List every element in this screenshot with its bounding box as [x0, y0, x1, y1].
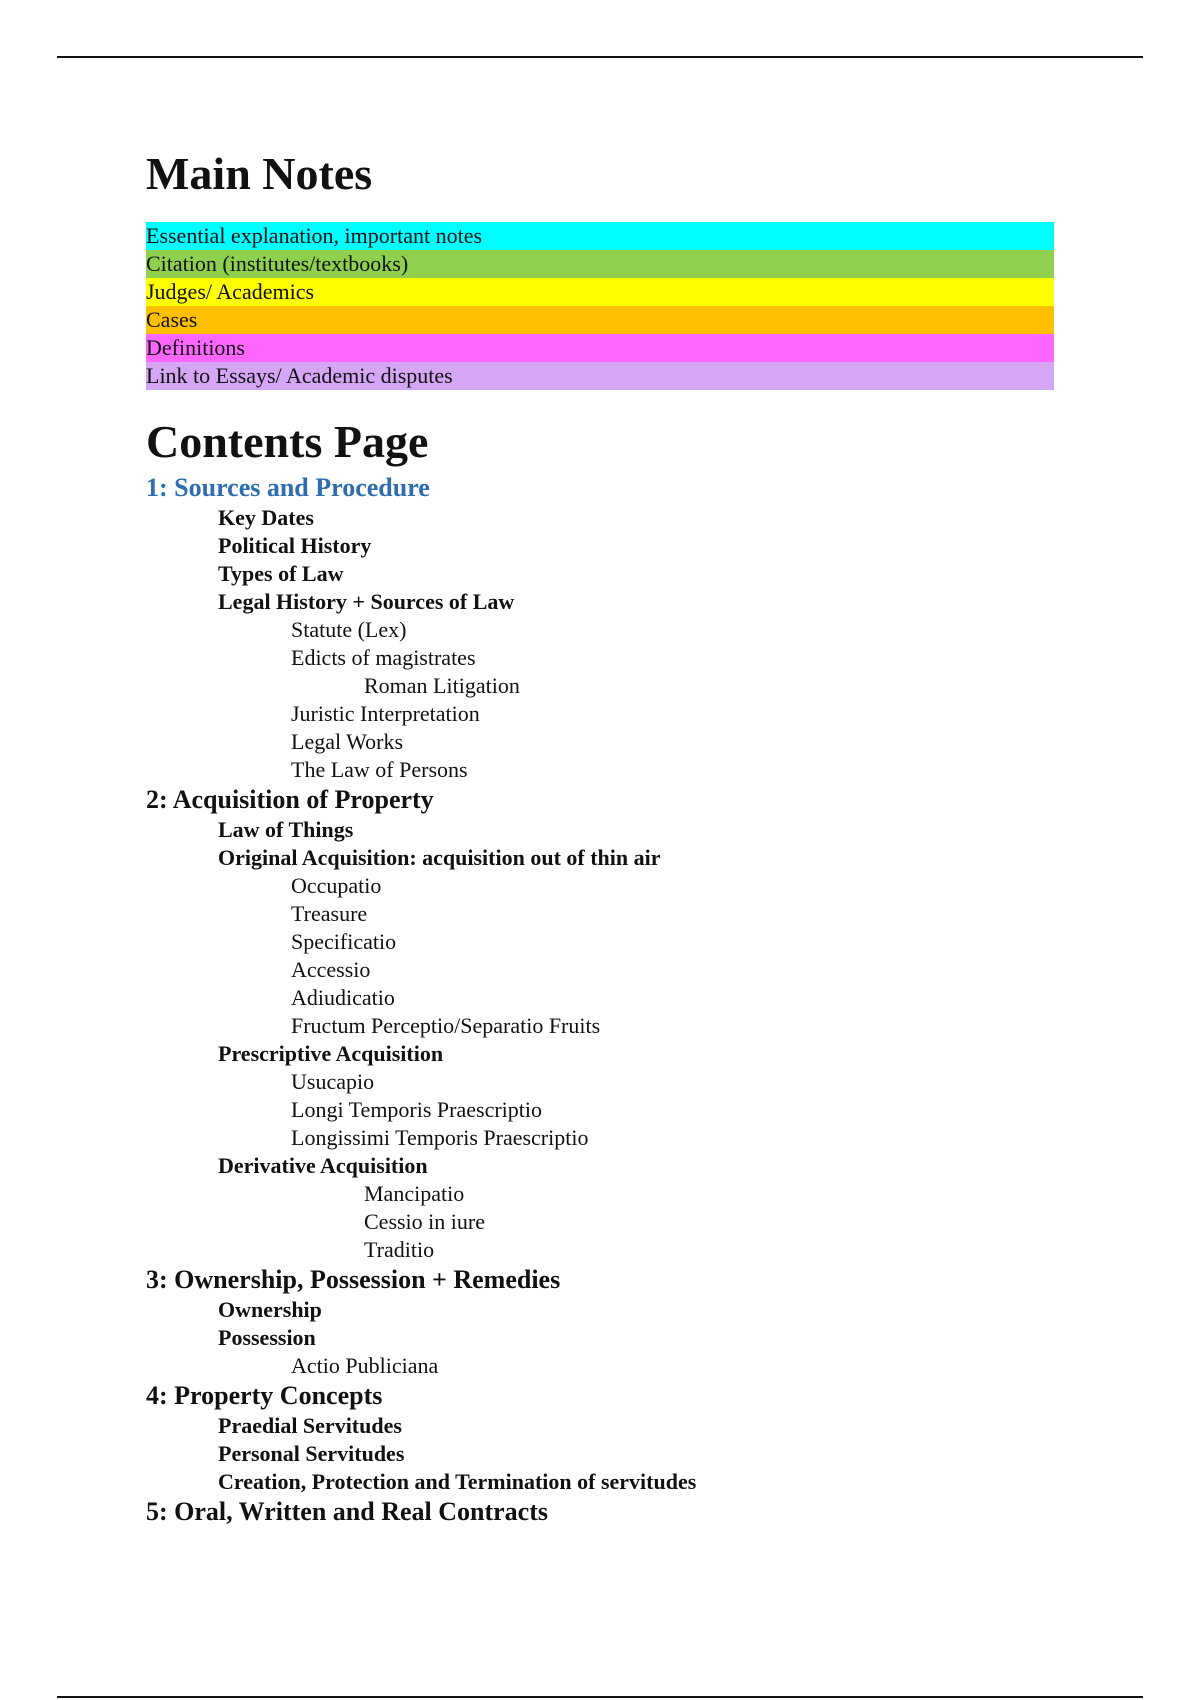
legend-row: Judges/ Academics [146, 278, 1054, 306]
toc-link-heading[interactable]: 1: Sources and Procedure [146, 473, 430, 502]
toc-entry: Edicts of magistrates [291, 645, 476, 670]
toc-entry: Possession [218, 1325, 316, 1350]
toc-entry: Praedial Servitudes [218, 1413, 402, 1438]
colour-key-legend [146, 222, 1054, 390]
toc-entry: The Law of Persons [291, 757, 468, 782]
toc-entry: Types of Law [218, 561, 344, 586]
legend-row: Citation (institutes/textbooks) [146, 250, 1054, 278]
toc-entry: Accessio [291, 957, 371, 982]
legend-row: Link to Essays/ Academic disputes [146, 362, 1054, 390]
toc-heading: 5: Oral, Written and Real Contracts [146, 1497, 548, 1526]
header-rule [57, 56, 1143, 58]
toc-entry: Longissimi Temporis Praescriptio [291, 1125, 589, 1150]
toc-entry: Law of Things [218, 817, 354, 842]
toc-entry: Mancipatio [364, 1181, 465, 1206]
toc-entry: Actio Publiciana [291, 1353, 439, 1378]
toc-entry: Cessio in iure [364, 1209, 485, 1234]
toc-entry: Juristic Interpretation [291, 701, 480, 726]
table-of-contents [146, 472, 1066, 1528]
legend-row: Definitions [146, 334, 1054, 362]
toc-heading: 3: Ownership, Possession + Remedies [146, 1265, 561, 1294]
toc-heading: 2: Acquisition of Property [146, 785, 434, 814]
toc-entry: Occupatio [291, 873, 382, 898]
document-body [146, 140, 1066, 1528]
toc-entry: Treasure [291, 901, 368, 926]
toc-entry: Original Acquisition: acquisition out of thin air [218, 845, 661, 870]
legend-row: Cases [146, 306, 1054, 334]
contents-page-title: Contents Page [146, 416, 429, 467]
toc-entry: Traditio [364, 1237, 435, 1262]
toc-entry: Ownership [218, 1297, 322, 1322]
toc-entry: Adiudicatio [291, 985, 395, 1010]
toc-heading: 4: Property Concepts [146, 1381, 383, 1410]
toc-entry: Roman Litigation [364, 673, 520, 698]
toc-entry: Longi Temporis Praescriptio [291, 1097, 543, 1122]
toc-entry: Political History [218, 533, 372, 558]
toc-entry: Specificatio [291, 929, 397, 954]
toc-entry: Statute (Lex) [291, 617, 407, 642]
toc-entry: Fructum Perceptio/Separatio Fruits [291, 1013, 601, 1038]
toc-entry: Legal History + Sources of Law [218, 589, 515, 614]
toc-entry: Personal Servitudes [218, 1441, 405, 1466]
footer-rule [57, 1696, 1143, 1698]
toc-entry: Usucapio [291, 1069, 375, 1094]
toc-entry: Derivative Acquisition [218, 1153, 428, 1178]
toc-entry: Key Dates [218, 505, 314, 530]
toc-entry: Legal Works [291, 729, 404, 754]
legend-row: Essential explanation, important notes [146, 222, 1054, 250]
toc-entry: Creation, Protection and Termination of servitudes [218, 1469, 697, 1494]
main-notes-title: Main Notes [146, 148, 373, 199]
toc-entry: Prescriptive Acquisition [218, 1041, 444, 1066]
